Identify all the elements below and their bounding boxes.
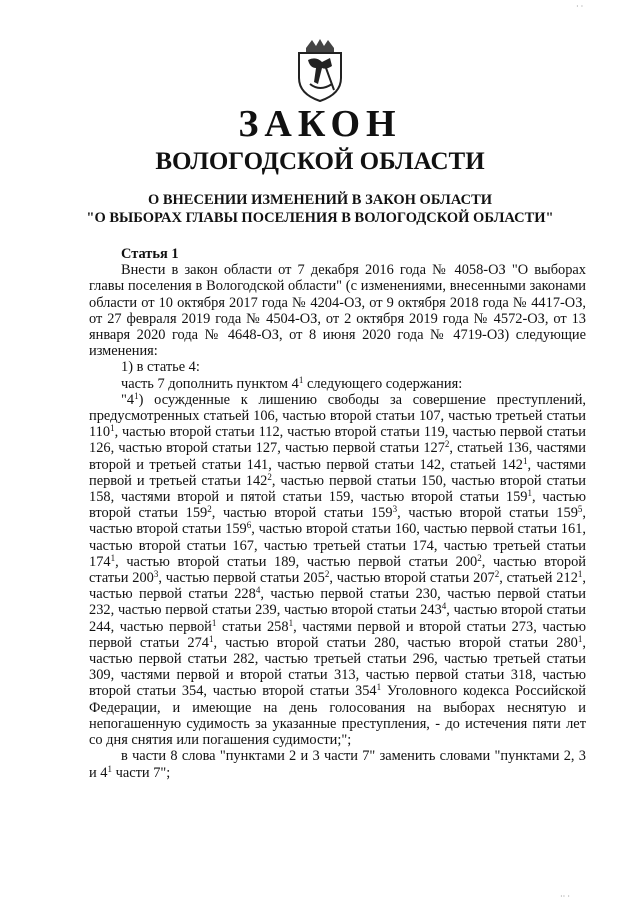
vologda-coat-of-arms-icon — [296, 38, 344, 102]
clause-text: , статьей 212 — [499, 570, 578, 587]
clause-text: , частью второй статьи 244, частью первой — [89, 602, 586, 635]
article-heading: Статья 1 — [121, 246, 179, 262]
part-8-superscript: 1 — [107, 763, 112, 774]
clause-text: , частью второй статьи 189, частью первой статьи 200 — [115, 553, 478, 570]
part-8-text: в части 8 слова "пунктами 2 и 3 части 7" заменить словами "пунктами 2, 3 и 4 — [89, 748, 586, 781]
clause-text: , частью второй статьи 159 — [211, 505, 393, 522]
clause-superscript: 4 — [255, 585, 261, 596]
clause-text: , статьей 136, частями второй и третьей статьи 141, частью первой статьи 142, статьей 142 — [89, 440, 586, 473]
clause-text: статьи 258 — [216, 618, 289, 635]
clause-superscript: 2 — [444, 439, 450, 450]
clause-superscript: 4 — [441, 601, 447, 612]
clause-text: "4 — [121, 391, 135, 408]
clause-superscript: 3 — [153, 569, 159, 580]
part-8-instruction — [89, 748, 586, 780]
part-8-text-end: части 7"; — [112, 764, 171, 781]
clause-text: , частью второй статьи 159 — [397, 505, 578, 522]
clause-superscript: 2 — [494, 569, 500, 580]
subtitle-line-1: О ВНЕСЕНИИ ИЗМЕНЕНИЙ В ЗАКОН ОБЛАСТИ — [147, 192, 493, 208]
clause-superscript: 1 — [577, 569, 583, 580]
clause-superscript: 1 — [522, 455, 528, 466]
clause-superscript: 1 — [527, 488, 532, 499]
amendment-item-1: 1) в статье 4: — [121, 359, 200, 376]
part-7-text-end: следующего содержания: — [303, 375, 463, 392]
clause-text: , частью первой статьи 150, частью второй статьи 158, частями второй и пятой статьи 159, частью второй статьи 159 — [89, 472, 586, 506]
article-body — [89, 246, 586, 781]
clause-superscript: 1 — [134, 390, 139, 401]
clause-text: , частью второй статьи 280, частью второй статьи 280 — [213, 634, 578, 651]
part-7-instruction — [89, 376, 586, 392]
article-intro: Внести в закон области от 7 декабря 2016 года № 4058-ОЗ "О выборах главы поселения в Вологодской области" (с изменениями, внесенными законами области от 10 октября 2017 года № 4204-ОЗ, от 9 октября 2018 года № 4417-ОЗ, от 27 февраля 2019 года № 4504-ОЗ, от 2 октября 2019 года № 4572-ОЗ, от 13 января 2020 года № 4648-ОЗ, от 8 июня 2020 года № 4719-ОЗ) следующие изменения: — [89, 262, 586, 360]
clause-text: Уголовного кодекса Российской Федерации, и имеющие на день голосования на выборах неснятую и непогашенную судимость за указанные преступления, - до истечения пяти лет со дня снятия или погашения судимости;"; — [89, 683, 586, 749]
clause-superscript: 1 — [577, 633, 583, 644]
clause-text: ) осужденные к лишению свободы за совершение преступлений, предусмотренных статьей 106, частью второй статьи 107, частью третьей статьи 110 — [89, 391, 586, 441]
clause-text: , частью второй статьи 159 — [89, 505, 586, 538]
part-7-superscript: 1 — [298, 374, 304, 385]
clause-superscript: 6 — [246, 520, 252, 531]
clause-superscript: 1 — [376, 682, 382, 693]
clause-text: , частью второй статьи 112, частью второй статьи 119, частью первой статьи 126, частью второй статьи 127, частью первой статьи 127 — [89, 424, 586, 457]
clause-text: , частью второй статьи 159 — [89, 489, 587, 522]
clause-superscript: 1 — [288, 617, 294, 628]
clause-superscript: 1 — [110, 423, 115, 434]
clause-text: , частями первой и второй статьи 273, частью первой статьи 274 — [89, 618, 587, 651]
clause-superscript: 2 — [324, 569, 330, 580]
clause-superscript: 2 — [477, 552, 482, 563]
clause-superscript: 1 — [208, 633, 214, 644]
scan-mark: ·· · — [560, 892, 570, 901]
new-clause-quote — [89, 392, 586, 748]
clause-text: , частями первой и третьей статьи 142 — [89, 456, 587, 489]
region-title: ВОЛОГОДСКОЙ ОБЛАСТИ — [155, 148, 485, 175]
clause-text: , частью первой статьи 205 — [158, 570, 325, 587]
law-subtitle — [0, 191, 640, 227]
scan-mark: · · — [576, 2, 584, 11]
clause-text: , частью второй статьи 160, частью первой статьи 161, частью второй статьи 167, частью третьей статьи 174, частью третьей статьи 174 — [89, 521, 586, 570]
subtitle-line-2: "О ВЫБОРАХ ГЛАВЫ ПОСЕЛЕНИЯ В ВОЛОГОДСКОЙ ОБЛАСТИ" — [86, 210, 554, 226]
clause-text: , частью первой статьи 282, частью третьей статьи 296, частью третьей статьи 309, частями первой и второй статьи 313, частью первой статьи 318, частью второй статьи 354, частью второй статьи 354 — [89, 634, 586, 700]
clause-superscript: 3 — [392, 504, 398, 515]
clause-text: , частью второй статьи 207 — [329, 570, 495, 587]
clause-superscript: 1 — [211, 617, 217, 628]
clause-text: , частью первой статьи 230, частью первой статьи 232, частью первой статьи 239, частью второй статьи 243 — [89, 586, 586, 619]
clause-superscript: 2 — [207, 504, 212, 515]
clause-text: , частью второй статьи 200 — [89, 553, 586, 587]
clause-superscript: 1 — [110, 552, 116, 563]
clause-text: , частью первой статьи 228 — [89, 570, 586, 603]
law-title: ЗАКОН — [238, 103, 402, 145]
clause-superscript: 5 — [577, 504, 583, 515]
clause-superscript: 2 — [267, 471, 272, 482]
part-7-text: часть 7 дополнить пунктом 4 — [121, 375, 299, 392]
